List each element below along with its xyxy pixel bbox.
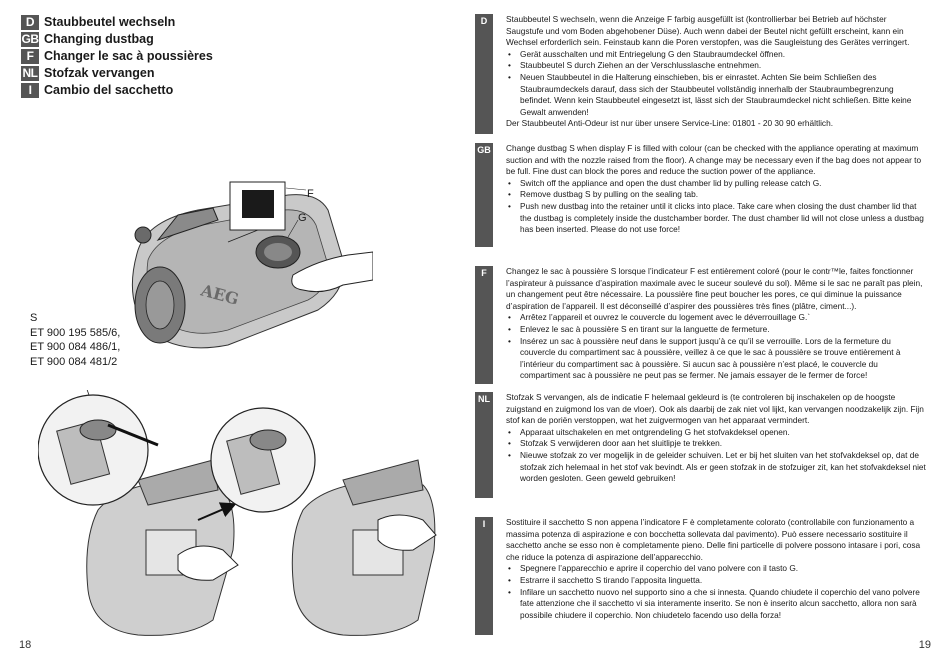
section-i [482, 517, 926, 621]
section-title: Changer le sac à poussières [44, 49, 213, 64]
lang-tab: F [475, 266, 493, 384]
lang-code-badge: NL [22, 66, 38, 81]
part-label-s: S [30, 312, 38, 324]
title-row-i [21, 82, 213, 99]
list-item: • Estrarre il sacchetto S tirando l’apposita linguetta. [506, 575, 926, 587]
section-outro: Der Staubbeutel Anti-Odeur ist nur über unsere Service-Line: 01801 - 20 30 90 erhältlich. [506, 118, 833, 129]
section-d [480, 14, 926, 130]
list-item: • Staubbeutel S durch Ziehen an der Verschlusslasche entnehmen. [506, 60, 926, 72]
part-number: ET 900 084 486/1, [30, 341, 121, 353]
list-item: • Stofzak S verwijderen door aan het sluitlipje te trekken. [506, 438, 926, 450]
step-list [506, 563, 926, 621]
list-item: • Insérez un sac à poussière neuf dans le support jusqu’à ce qu’il se verrouille. Lors de la fermeture du couvercle du compartiment sac à poussière, veillez à ce que le sac à poussière se trouve entièrement à l’intérieur du compartiment sac à poussière. Si aucun sac à poussière n’est placé, le couvercle du compartiment sac à poussière ne peut pas se fermer. Ne jamais essayer de le fermer de force! [506, 336, 926, 382]
list-item: • Push new dustbag into the retainer until it clicks into place. Take care when closing the dust chamber lid that the dustbag is completely inside the dustchamber border. The dust chamber lid will not close unless a dustbag has been inserted. Please do not use force! [506, 201, 926, 236]
lang-tab: GB [475, 143, 493, 247]
lang-tab: I [475, 517, 493, 635]
section-title: Cambio del sacchetto [44, 83, 174, 98]
list-item: • Arrêtez l’appareil et ouvrez le couvercle du logement avec le déverrouillage G.` [506, 312, 926, 324]
list-item: • Gerät ausschalten und mit Entriegelung G den Staubraumdeckel öffnen. [506, 49, 926, 61]
section-intro: Changez le sac à poussière S lorsque l’indicateur F est entièrement coloré (pour le contr™le, faites fonctionner l’aspirateur à puissance d’aspiration maximale avec le suceur soulevé du sol). Même si le sac ne paraît pas plein, un changement peut être nécessaire. La poussière fine peut boucher les pores, ce qui diminue la puissance d’aspiration de l’appareil. Il est déconseillé d’aspirer des poussières très fines (plâtre, ciment...). [506, 266, 923, 311]
list-item: • Nieuwe stofzak zo ver mogelijk in de geleider schuiven. Let er bij het sluiten van het stofvakdeksel op, dat de stofzak zich helemaal in het stof vak bevindt. Als er geen stofzak in de stofzuiger zit, kan het stofvakdeksel niet worden gesloten. Geen geweld gebruiken! [506, 450, 926, 485]
step-list [506, 49, 926, 119]
title-row-d [21, 14, 213, 31]
part-number: ET 900 084 481/2 [30, 355, 118, 368]
list-item: • Neuen Staubbeutel in die Halterung einschieben, bis er einrastet. Achten Sie beim Schließen des Staubraumdeckels darauf, dass sich der Staubbeutel vollständig innerhalb der Staubraumbegrenzung befindet. Wenn kein Staubbeutel eingesetzt ist, lässt sich der Staubraumdeckel nicht schließen. Bitte keine Gewalt anwenden! [506, 72, 926, 118]
dustbag-change-illustration [38, 390, 438, 640]
list-item: • Infilare un sacchetto nuovo nel supporto sino a che si innesta. Quando chiudete il coperchio del vano polvere fate attenzione che il sacchetto vi sia interamente inserito. Se non è inserito alcun sacchetto, allora non sarà possibile chiudere il coperchio. Non chiudetelo facendo uso della forza! [506, 587, 926, 622]
lang-tab: D [475, 14, 493, 134]
step-list [506, 427, 926, 485]
section-gb [477, 143, 926, 236]
indicator-label-f: F [307, 188, 314, 200]
release-catch-label-g: G [298, 212, 307, 224]
lang-code-badge: GB [21, 32, 39, 47]
list-item: • Spegnere l’apparecchio e aprire il coperchio del vano polvere con il tasto G. [506, 563, 926, 575]
title-row-gb [21, 31, 213, 48]
section-f [481, 266, 926, 382]
title-row-nl [21, 65, 213, 82]
list-item: • Switch off the appliance and open the dust chamber lid by pulling release catch G. [506, 178, 926, 190]
section-intro: Change dustbag S when display F is filled with colour (can be checked with the appliance operating at maximum suction and with the nozzle raised from the floor). A change may be necessary even if the bag does not appear to be full. Fine dust can block the pores and reduce the suction power of the appliance. [506, 143, 922, 177]
section-intro: Staubbeutel S wechseln, wenn die Anzeige F farbig ausgefüllt ist (kontrollierbar bei Betrieb auf höchster Saugstufe und vom Boden abgehobener Düse). Auch wenn dabei der Beutel nicht gefüllt erscheint, kann ein Wechsel erforderlich sein. Feinstaub kann die Poren verstopfen, was die Saugleistung des Gerätes verringert. [506, 14, 910, 48]
list-item: • Remove dustbag S by pulling on the sealing tab. [506, 189, 926, 201]
step-list [506, 312, 926, 382]
list-item: • Enlevez le sac à poussière S en tirant sur la languette de fermeture. [506, 324, 926, 336]
section-intro: Sostituire il sacchetto S non appena l’indicatore F è completamente colorato (controllabile con funzionamento a massima potenza di aspirazione e con bocchetta sollevata dal pavimento). Può essere necessario sostituire il sacchetto anche se esso non è completamente pieno. Delle fini particelle di polvere possono intasare i pori, cosa che riduce la potenza di aspirazione dell’apparecchio. [506, 517, 921, 562]
list-item: • Apparaat uitschakelen en met ontgrendeling G het stofvakdeksel openen. [506, 427, 926, 439]
page-number-left: 18 [19, 639, 32, 651]
section-nl [478, 392, 926, 485]
lang-code-badge: D [21, 15, 39, 30]
part-number: ET 900 195 585/6, [30, 326, 121, 339]
lang-tab: NL [475, 392, 493, 498]
section-title: Stofzak vervangen [44, 66, 155, 81]
title-row-f [21, 48, 213, 65]
section-title: Staubbeutel wechseln [44, 15, 176, 30]
brand-logo: AEG [198, 280, 241, 309]
language-titles [21, 14, 213, 99]
page-number-right: 19 [918, 639, 931, 651]
lang-code-badge: F [21, 49, 39, 64]
spare-part-info [30, 311, 120, 369]
step-list [506, 178, 926, 236]
lang-code-badge: I [21, 83, 39, 98]
section-title: Changing dustbag [44, 32, 154, 47]
right-page [475, 0, 950, 662]
vacuum-cleaner-illustration [118, 180, 373, 360]
section-intro: Stofzak S vervangen, als de indicatie F helemaal gekleurd is (te controleren bij inschakelen op de hoogste zuigstand en zuigmond los van de vloer). Ook als daarbij de zak niet vol lijkt, kan vervangen noodzakelijk zijn. Fijn stof kan de poriën verstoppen, wat het zuigvermogen van het apparaat vermindert. [506, 392, 924, 426]
